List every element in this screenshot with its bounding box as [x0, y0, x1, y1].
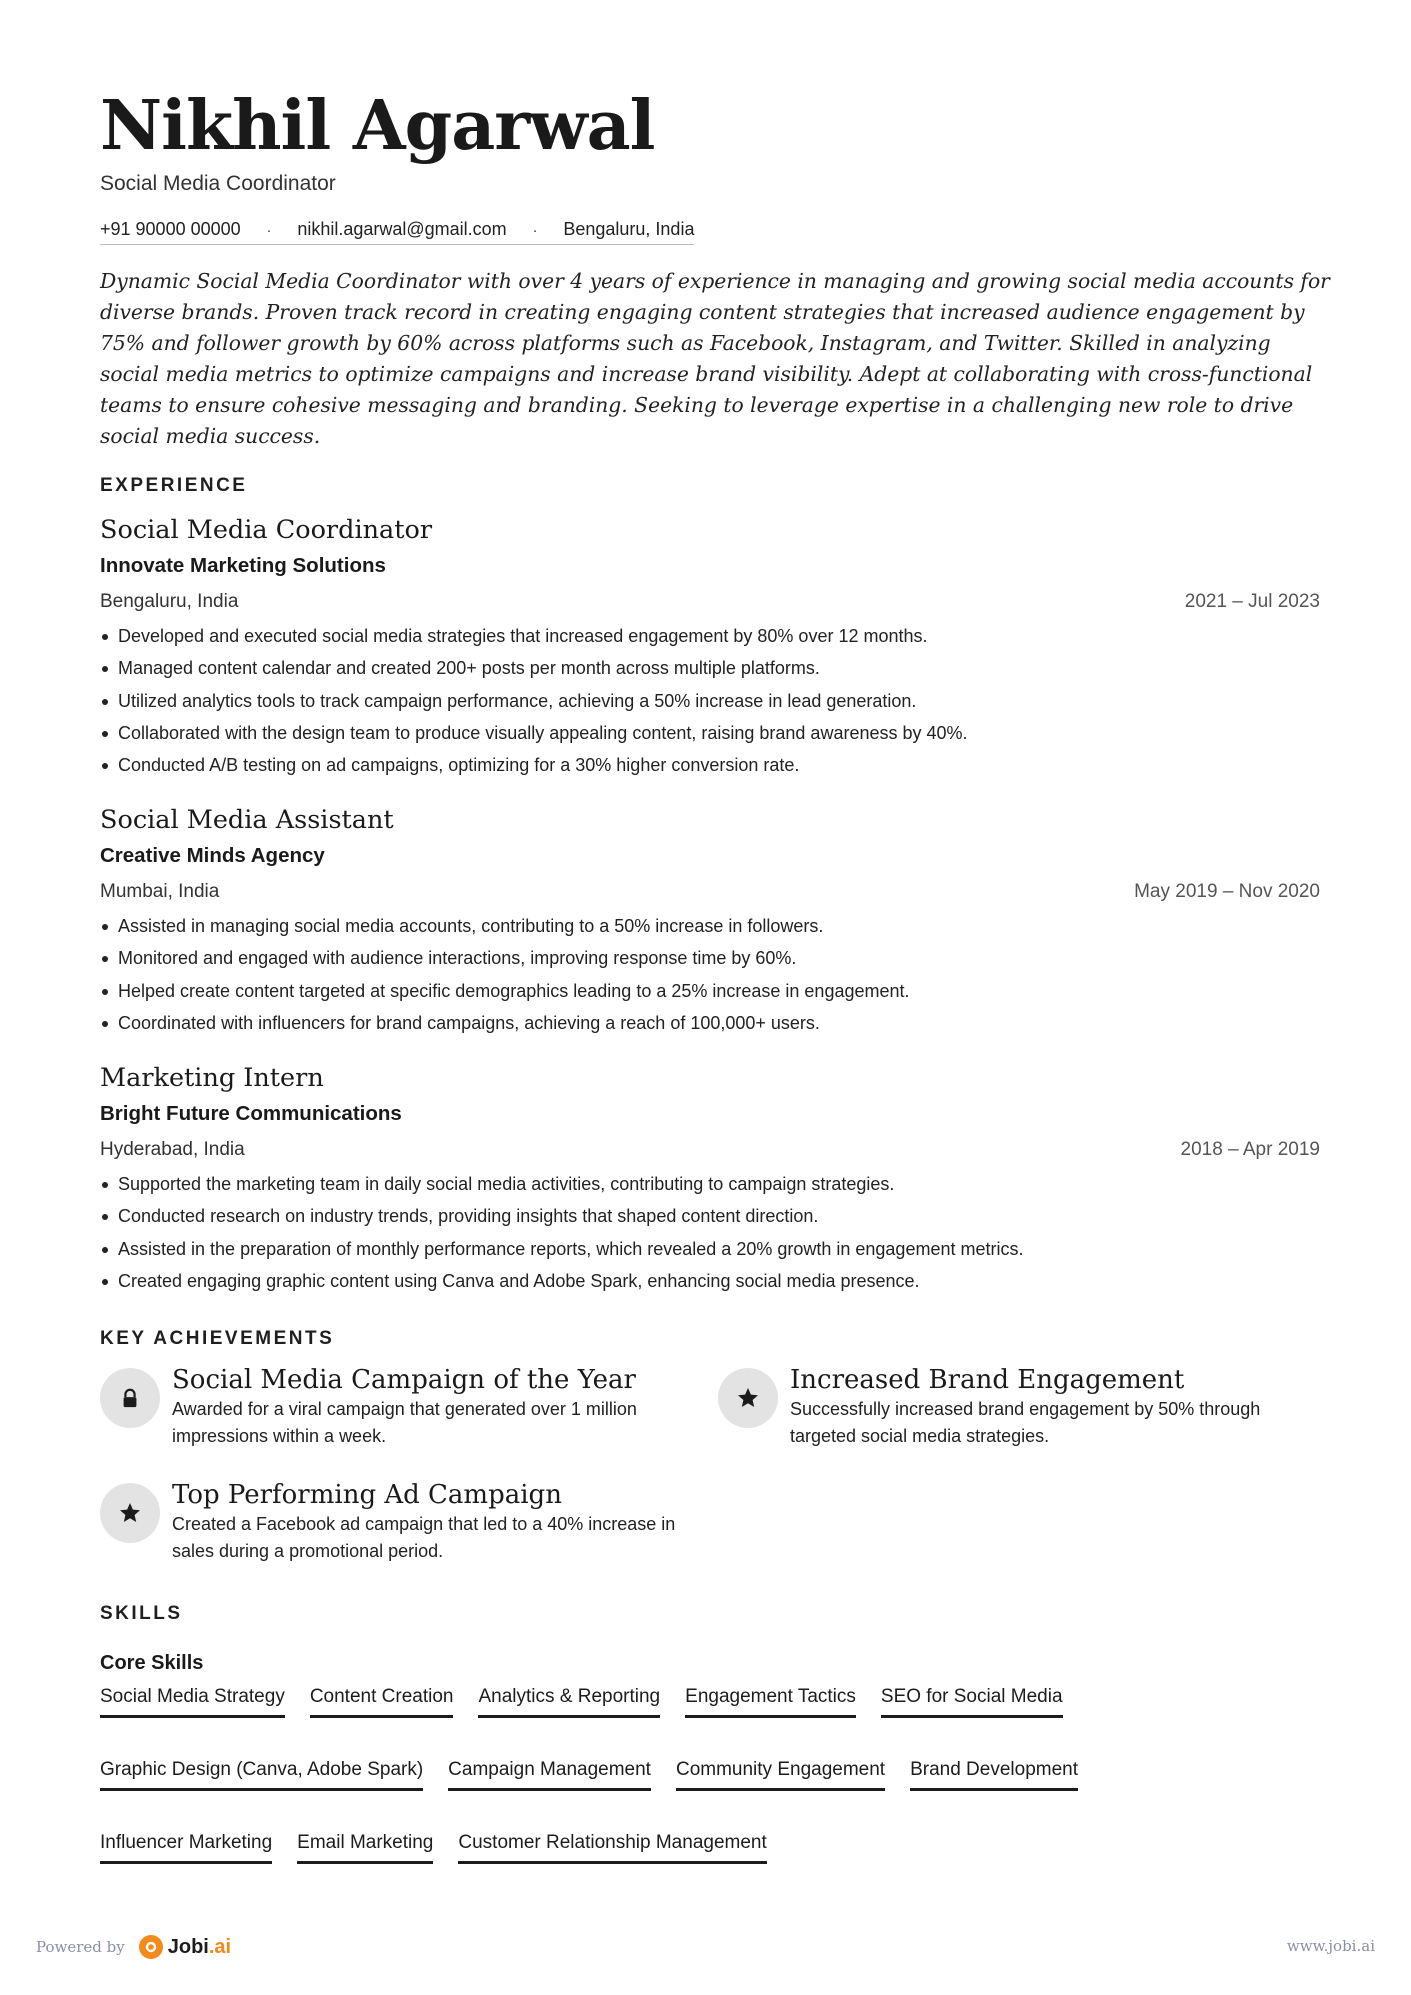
list-item: Monitored and engaged with audience interactions, improving response time by 60%. [100, 942, 1320, 974]
logo-suffix-text: .ai [208, 1935, 232, 1958]
email-link[interactable]: nikhil.agarwal@gmail.com [297, 219, 507, 239]
skill-tag: Brand Development [910, 1758, 1078, 1791]
list-item: Utilized analytics tools to track campaign performance, achieving a 50% increase in lead generation. [100, 685, 1320, 717]
list-item: Developed and executed social media strategies that increased engagement by 80% over 12 months. [100, 620, 1320, 652]
footer-website-link[interactable]: www.jobi.ai [1286, 1937, 1375, 1955]
job-entry [100, 1060, 1320, 1297]
job-location: Hyderabad, India [100, 1139, 245, 1160]
achievement-title: Top Performing Ad Campaign [172, 1480, 562, 1510]
section-title-skills: SKILLS [100, 1603, 183, 1624]
list-item: Collaborated with the design team to produce visually appealing content, raising brand awareness by 40%. [100, 717, 1320, 749]
achievement-title: Increased Brand Engagement [790, 1365, 1185, 1395]
list-item: Supported the marketing team in daily social media activities, contributing to campaign strategies. [100, 1168, 1320, 1200]
job-bullets [100, 1168, 1320, 1297]
skill-tag: Email Marketing [297, 1831, 433, 1864]
contact-separator: · [266, 221, 272, 238]
achievement-desc: Created a Facebook ad campaign that led to a 40% increase in sales during a promotional period. [172, 1514, 676, 1561]
list-item: Assisted in managing social media accounts, contributing to a 50% increase in followers. [100, 910, 1320, 942]
job-meta [100, 874, 1320, 910]
job-location: Bengaluru, India [100, 591, 239, 612]
list-item: Managed content calendar and created 200+ posts per month across multiple platforms. [100, 652, 1320, 684]
skill-tag: SEO for Social Media [881, 1685, 1063, 1718]
job-location: Mumbai, India [100, 881, 220, 902]
list-item: Created engaging graphic content using Canva and Adobe Spark, enhancing social media presence. [100, 1265, 1320, 1297]
star-icon [118, 1501, 142, 1525]
achievement-desc: Awarded for a viral campaign that generated over 1 million impressions within a week. [172, 1399, 637, 1446]
star-icon [736, 1386, 760, 1410]
section-title-achievements: KEY ACHIEVEMENTS [100, 1328, 335, 1349]
job-company: Creative Minds Agency [100, 844, 325, 867]
job-company: Innovate Marketing Solutions [100, 554, 386, 577]
skill-tag: Social Media Strategy [100, 1685, 285, 1718]
contact-separator: · [532, 221, 538, 238]
skill-tag: Graphic Design (Canva, Adobe Spark) [100, 1758, 423, 1791]
job-title: Marketing Intern [100, 1063, 324, 1093]
achievement-title: Social Media Campaign of the Year [172, 1365, 636, 1395]
lock-icon [119, 1387, 141, 1409]
contact-bar [100, 219, 694, 245]
skill-tag: Customer Relationship Management [458, 1831, 766, 1864]
job-title: Social Media Assistant [100, 805, 394, 835]
jobi-logo[interactable] [139, 1935, 231, 1959]
skill-tag: Content Creation [310, 1685, 454, 1718]
achievement-icon-circle [100, 1483, 160, 1543]
skill-tag: Community Engagement [676, 1758, 885, 1791]
job-entry [100, 802, 1320, 1039]
skill-tag: Campaign Management [448, 1758, 651, 1791]
powered-by-text: Powered by [36, 1938, 125, 1956]
candidate-role: Social Media Coordinator [100, 172, 336, 195]
phone-number[interactable]: +91 90000 00000 [100, 219, 241, 239]
logo-main-text: Jobi [167, 1935, 209, 1958]
job-meta [100, 584, 1320, 620]
jobi-logo-icon [139, 1935, 163, 1959]
job-dates: 2018 – Apr 2019 [1180, 1139, 1320, 1160]
list-item: Coordinated with influencers for brand campaigns, achieving a reach of 100,000+ users. [100, 1007, 1320, 1039]
job-dates: 2021 – Jul 2023 [1184, 591, 1320, 612]
skill-tag: Influencer Marketing [100, 1831, 272, 1864]
job-title: Social Media Coordinator [100, 515, 433, 545]
list-item: Conducted A/B testing on ad campaigns, optimizing for a 30% higher conversion rate. [100, 749, 1320, 781]
job-meta [100, 1132, 1320, 1168]
achievement-desc: Successfully increased brand engagement by 50% through targeted social media strategies. [790, 1399, 1261, 1446]
footer-branding [36, 1935, 231, 1959]
core-skills-label: Core Skills [100, 1652, 204, 1674]
profile-summary: Dynamic Social Media Coordinator with over 4 years of experience in managing and growing social media accounts for diverse brands. Proven track record in creating engaging content strategies that increased audience engagement by 75% and follower growth by 60% across platforms such as Facebook, Instagram, and Twitter. Skilled in analyzing social media metrics to optimize campaigns and increase brand visibility. Adept at collaborating with cross-functional teams to ensure cohesive messaging and branding. Seeking to leverage expertise in a challenging new role to drive social media success. [100, 269, 1330, 448]
list-item: Assisted in the preparation of monthly performance reports, which revealed a 20% growth in engagement metrics. [100, 1233, 1320, 1265]
job-bullets [100, 910, 1320, 1039]
candidate-name: Nikhil Agarwal [100, 86, 655, 166]
section-title-experience: EXPERIENCE [100, 475, 248, 496]
job-entry [100, 512, 1320, 781]
location-text: Bengaluru, India [563, 219, 695, 239]
skill-tag: Engagement Tactics [685, 1685, 856, 1718]
job-company: Bright Future Communications [100, 1102, 402, 1125]
list-item: Helped create content targeted at specific demographics leading to a 25% increase in engagement. [100, 975, 1320, 1007]
job-bullets [100, 620, 1320, 781]
list-item: Conducted research on industry trends, providing insights that shaped content direction. [100, 1200, 1320, 1232]
achievement-icon-circle [100, 1368, 160, 1428]
skills-list [100, 1685, 1320, 1864]
job-dates: May 2019 – Nov 2020 [1134, 881, 1320, 902]
skill-tag: Analytics & Reporting [478, 1685, 660, 1718]
achievement-icon-circle [718, 1368, 778, 1428]
